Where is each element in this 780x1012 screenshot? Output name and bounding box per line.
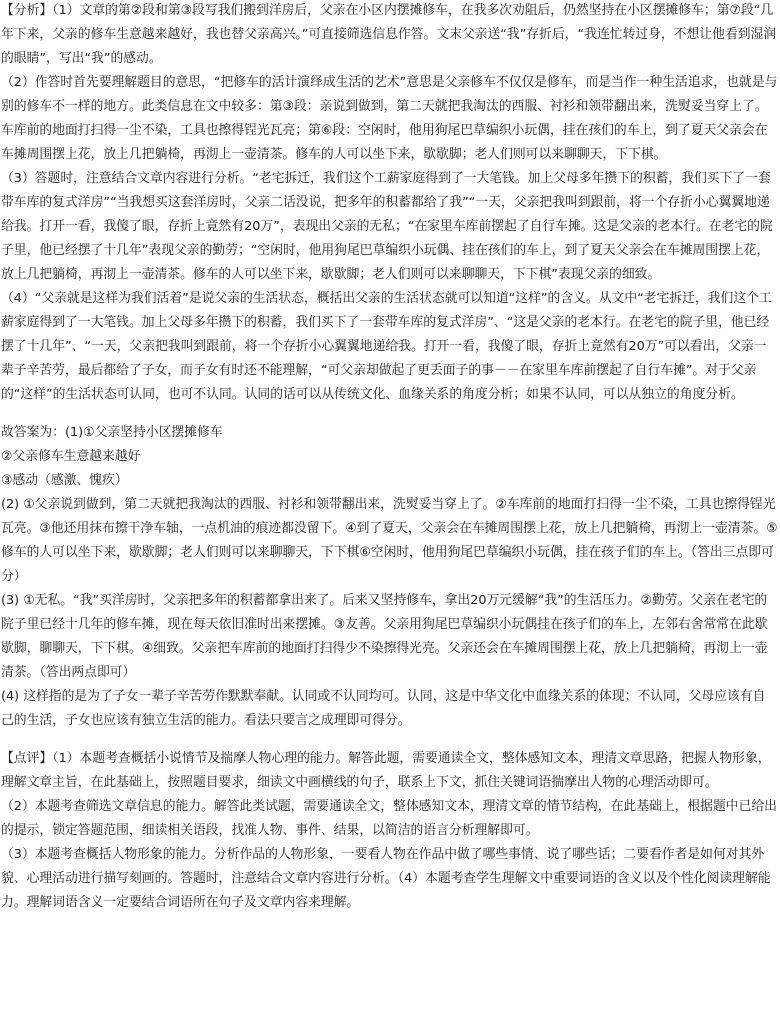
answer-1-line-1: 故答案为：(1)①父亲坚持小区摆摊修车: [1, 425, 223, 440]
analysis-paragraph-3: （3）答题时，注意结合文章内容进行分析。“老宅拆迁，我们这个工薪家庭得到了一大笔钱。加上父母多年攒下的积蓄，我们买下了一套带车库的复式洋房”“当我想买这套洋房时，父亲二话没说，把多年的积蓄都给了我”“一天，父亲把我叫到跟前，将一个存折小心翼翼地递给我。打开一看，我傻了眼，存折上竟然有20万”，表现出父亲的无私；“在家里车库前摆起了自行车摊。这是父亲的老本行。在老宅的院子里，他已经摆了十几年”表现父亲的勤劳；“空闲时，他用狗尾巴草编织小玩偶、挂在孩们的车上，到了夏天父亲会在车摊周围摆上花，放上几把躺椅，再沏上一壶清茶。修车的人可以坐下来，歇歇脚；老人们则可以来聊聊天，下下棋”表现父亲的细致。: [1, 171, 773, 282]
answer-4: (4) 这样指的是为了子女一辈子辛苦劳作默默奉献。认同或不认同均可。认同，这是中华文化中血缘关系的体现；不认同，父母应该有自己的生活，子女也应该有独立生活的能力。看法只要言之成理即可得分。: [1, 689, 766, 728]
comment-paragraph-3: （3）本题考查概括人物形象的能力。分析作品的人物形象，一要看人物在作品中做了哪些事情、说了哪些话；二要看作者是如何对其外貌、心理活动进行描写刻画的。答题时，注意结合文章内容进行分析。（4）本题考查学生理解文中重要词语的含义以及个性化阅读理解能力。理解词语含义一定要结合词语所在句子及文章内容来理解。: [1, 847, 771, 910]
comment-paragraph-1: 【点评】（1）本题考查概括小说情节及揣摩人物心理的能力。解答此题，需要通读全文，整体感知文本，理清文章思路，把握人物形象，理解文章主旨，在此基础上，按照题目要求，细读文中画横线的句子，联系上下文，抓住关键词语揣摩出人物的心理活动即可。: [1, 751, 771, 790]
comment-section: [0, 747, 780, 915]
analysis-section: [0, 0, 780, 407]
analysis-paragraph-1: 【分析】（1）文章的第②段和第③段写我们搬到洋房后，父亲在小区内摆摊修车，在我多次劝阻后，仍然坚持在小区摆摊修车；第⑦段“几年下来，父亲的修车生意越来越好，我也替父亲高兴。”可直接筛选信息作答。文末父亲送“我”存折后，“我连忙转过身，不想让他看到湿润的眼睛”，写出“我”的感动。: [1, 3, 777, 66]
answers-section: [0, 421, 780, 733]
answer-1-line-3: ③感动（感激、愧疚）: [1, 473, 128, 488]
analysis-paragraph-2: （2）作答时首先要理解题目的意思，“把修车的活计演绎成生活的艺术”意思是父亲修车不仅仅是修车，而是当作一种生活追求，也就是与别的修车不一样的地方。此类信息在文中较多：第③段：亲说到做到，第二天就把我淘汰的西服、衬衫和领带翻出来，洗熨妥当穿上了。车库前的地面打扫得一尘不染，工具也擦得锃光瓦亮；第⑥段：空闲时，他用狗尾巴草编织小玩偶，挂在孩们的车上，到了夏天父亲会在车摊周围摆上花，放上几把躺椅，再沏上一壶清茶。修车的人可以坐下来，歇歇脚；老人们则可以来聊聊天，下下棋。: [1, 75, 778, 162]
comment-paragraph-2: （2）本题考查筛选文章信息的能力。解答此类试题，需要通读全文，整体感知文本，理清文章的情节结构，在此基础上，根据题中已给出的提示，锁定答题范围，细读相关语段，找准人物、事件、结果，以简洁的语言分析理解即可。: [1, 799, 777, 838]
analysis-paragraph-4: （4）“父亲就是这样为我们活着”是说父亲的生活状态，概括出父亲的生活状态就可以知道“这样”的含义。从文中“老宅拆迁，我们这个工薪家庭得到了一大笔钱。加上父母多年攒下的积蓄，我们买下了一套带车库的复式洋房”、“这是父亲的老本行。在老宅的院子里，他已经摆了十几年”、“一天，父亲把我叫到跟前，将一个存折小心翼翼地递给我。打开一看，我傻了眼，存折上竟然有20万”可以看出，父亲一辈子辛苦劳，最后都给了子女，而子女有时还不能理解，“可父亲却做起了更丢面子的事－－在家里车库前摆起了自行车摊”。对于父亲的“这样”的生活状态可认同，也可不认同。认同的话可以从传统文化、血缘关系的角度分析；如果不认同，可以从独立的角度分析。: [1, 291, 772, 402]
answer-1-line-2: ②父亲修车生意越来越好: [1, 449, 141, 464]
answer-2: (2) ①父亲说到做到，第二天就把我淘汰的西服、衬衫和领带翻出来，洗熨妥当穿上了。②车库前的地面打扫得一尘不染，工具也擦得锃光瓦亮。③他还用抹布擦干净车轴，一点机油的痕迹都没留下。④到了夏天，父亲会在车摊周围摆上花，放上几把躺椅，再沏上一壶清茶。⑤修车的人可以坐下来，歇歇脚；老人们则可以来聊聊天，下下棋⑥空闲时，他用狗尾巴草编织小玩偶，挂在孩子们的车上。（答出三点即可分）: [1, 497, 778, 584]
answer-3: (3) ①无私。“我”买洋房时，父亲把多年的积蓄都拿出来了。后来又坚持修车，拿出20万元缓解“我”的生活压力。②勤劳。父亲在老宅的院子里已经十几年的修车摊，现在每天依旧准时出来摆摊。③友善。父亲用狗尾巴草编织小玩偶挂在孩子们的车上，左邻右舍常常在此歇歇脚，聊聊天，下下棋。④细致。父亲把车库前的地面打扫得少不染擦得光亮。父亲还会在车摊周围摆上花，放上几把躺椅，再沏上一壶清茶。（答出两点即可）: [1, 593, 768, 680]
